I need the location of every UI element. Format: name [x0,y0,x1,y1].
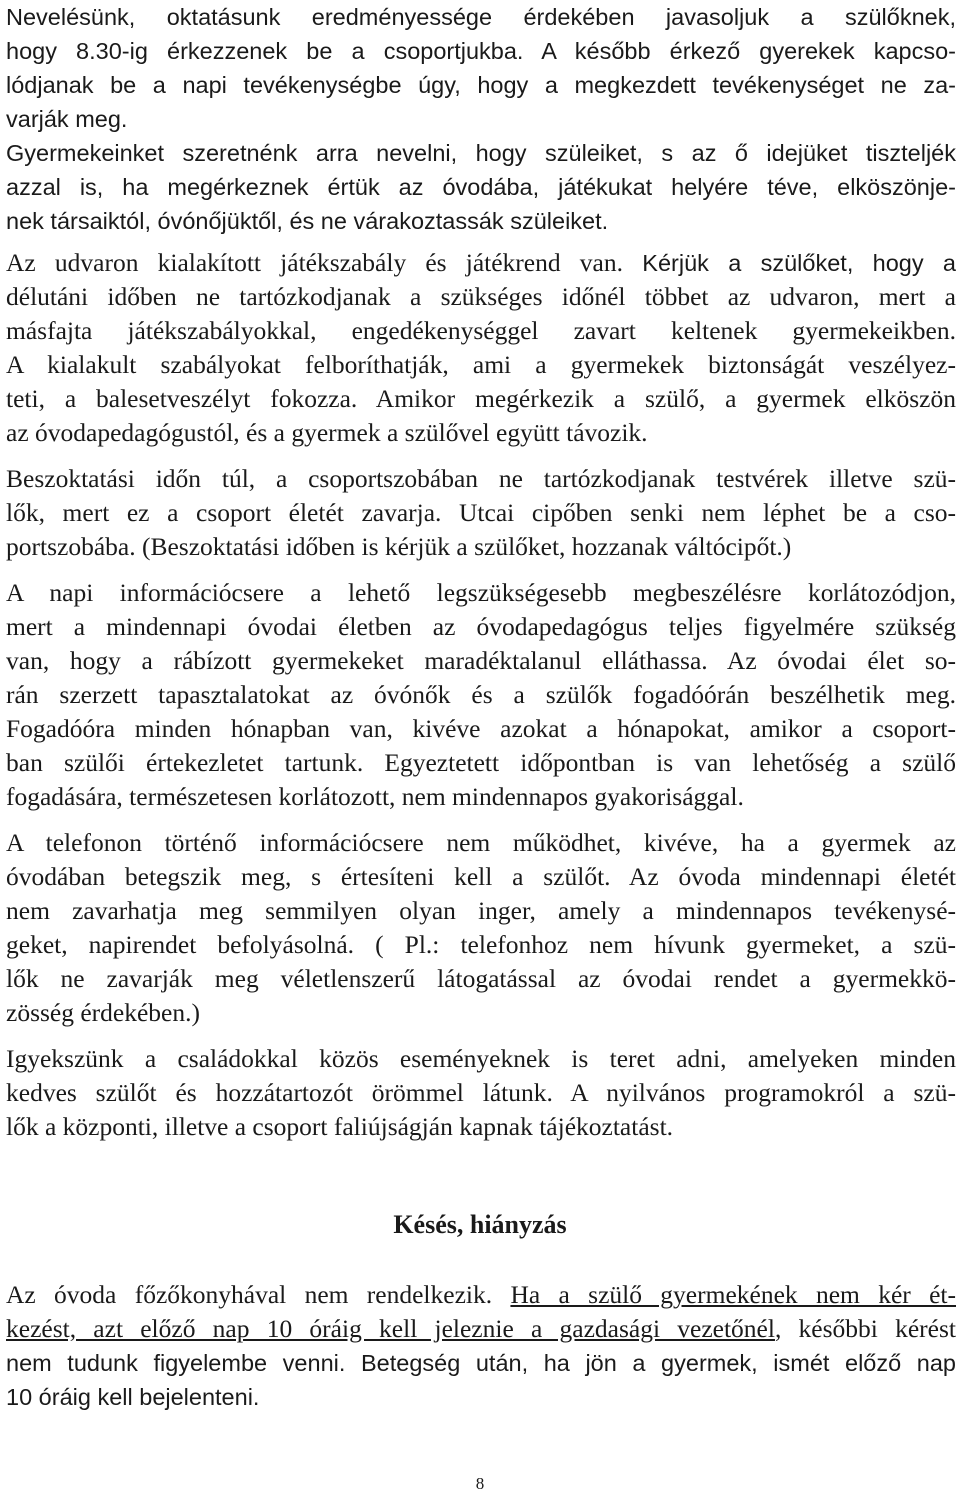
text-line: nek társaiktól, óvónőjüktől, és ne várakoztassák szüleiket. [6,208,609,234]
text-line: geket, napirendet befolyásolná. ( Pl.: telefonhoz nem hívunk gyermeket, a szü- [6,930,956,959]
text-line: lők, mert ez a csoport életét zavarja. Utcai cipőben senki nem léphet be a cso- [6,498,956,527]
text-line: Igyekszünk a családokkal közös eseményeknek is teret adni, amelyeken minden [6,1044,956,1073]
text-line: A telefonon történő információcsere nem működhet, kivéve, ha a gyermek az [6,828,956,857]
paragraph-arrival [6,0,956,136]
page-number: 8 [475,1474,485,1493]
text-line: Fogadóóra minden hónapban van, kivéve azokat a hónapokat, amikor a csoport- [6,714,956,743]
underlined-text: Ha a szülő gyermekének nem kér ét- [510,1280,956,1309]
text-line: nem tudunk figyelembe venni. Betegség után, ha jön a gyermek, ismét előző nap [6,1350,956,1376]
text-line: másfajta játékszabályokkal, engedékenységgel zavart keltenek gyermekeikben. [6,316,956,345]
underlined-text: kezést, azt előző nap 10 óráig kell jeleznie a gazdasági vezetőnél [6,1314,775,1343]
text-segment: Kérjük a szülőket, hogy a [622,250,957,276]
text-line: Gyermekeinket szeretnénk arra nevelni, hogy szüleiket, s az ő idejüket tiszteljék [6,140,956,166]
text-line: A napi információcsere a lehető legszükségesebb megbeszélésre korlátozódjon, [6,578,956,607]
text-line: az óvodapedagógustól, és a gyermek a szülővel együtt távozik. [6,418,648,447]
text-line: fogadására, természetesen korlátozott, nem mindennapos gyakorisággal. [6,782,744,811]
text-line: lők ne zavarják meg véletlenszerű látogatással az óvodai rendet a gyermekkö- [6,964,956,993]
text-line [6,1312,956,1346]
text-line: lők a központi, illetve a csoport faliújságján kapnak tájékoztatást. [6,1112,674,1141]
text-line: zösség érdekében.) [6,998,200,1027]
text-line: Beszoktatási időn túl, a csoportszobában ne tartózkodjanak testvérek illetve szü- [6,464,956,493]
paragraph-information [6,576,956,814]
text-segment: , későbbi kérést [774,1314,956,1343]
text-line: rán szerzett tapasztalatokat az óvónők és a szülők fogadóórán beszélhetik meg. [6,680,956,709]
paragraph-telephone [6,826,956,1030]
text-line: lódjanak be a napi tevékenységbe úgy, hogy a megkezdett tevékenységet ne za- [6,72,956,98]
text-line [6,246,956,280]
paragraph-respect [6,136,956,238]
text-line: portszobába. (Beszoktatási időben is kérjük a szülőket, hozzanak váltócipőt.) [6,532,792,561]
text-line: varják meg. [6,106,128,132]
paragraph-events [6,1042,956,1144]
text-line: teti, a balesetveszélyt fokozza. Amikor megérkezik a szülő, a gyermek elköszön [6,384,956,413]
paragraph-meals [6,1278,956,1414]
text-line: nem zavarhatja meg semmilyen olyan inger, amely a mindennapos tevékenysé- [6,896,956,925]
text-line: mert a mindennapi óvodai életben az óvodapedagógus teljes figyelmére szükség [6,612,956,641]
text-line [6,1278,956,1312]
text-line: ban szülői értekezletet tartunk. Egyeztetett időpontban is van lehetőség a szülő [6,748,956,777]
section-heading: Késés, hiányzás [393,1210,567,1239]
text-line: A kialakult szabályokat felboríthatják, ami a gyermekek biztonságát veszélyez- [6,350,956,379]
text-line: hogy 8.30-ig érkezzenek be a csoportjukba. A később érkező gyerekek kapcso- [6,38,956,64]
text-segment: Az óvoda főzőkonyhával nem rendelkezik. [6,1280,511,1309]
text-line: Nevelésünk, oktatásunk eredményessége érdekében javasoljuk a szülőknek, [6,4,956,30]
text-line: azzal is, ha megérkeznek értük az óvodába, játékukat helyére téve, elköszönje- [6,174,956,200]
text-line: kedves szülőt és hozzátartozót örömmel látunk. A nyilvános programokról a szü- [6,1078,956,1107]
text-line: van, hogy a rábízott gyermekeket maradéktalanul elláthassa. Az óvodai élet so- [6,646,956,675]
paragraph-orientation [6,462,956,564]
text-segment: Az udvaron kialakított játékszabály és játékrend van. [6,248,623,277]
text-line: óvodában betegszik meg, s értesíteni kell a szülőt. Az óvoda mindennapi életét [6,862,956,891]
text-line: 10 óráig kell bejelenteni. [6,1384,260,1410]
text-line: délutáni időben ne tartózkodjanak a szükséges időnél többet az udvaron, mert a [6,282,956,311]
paragraph-playground [6,246,956,450]
